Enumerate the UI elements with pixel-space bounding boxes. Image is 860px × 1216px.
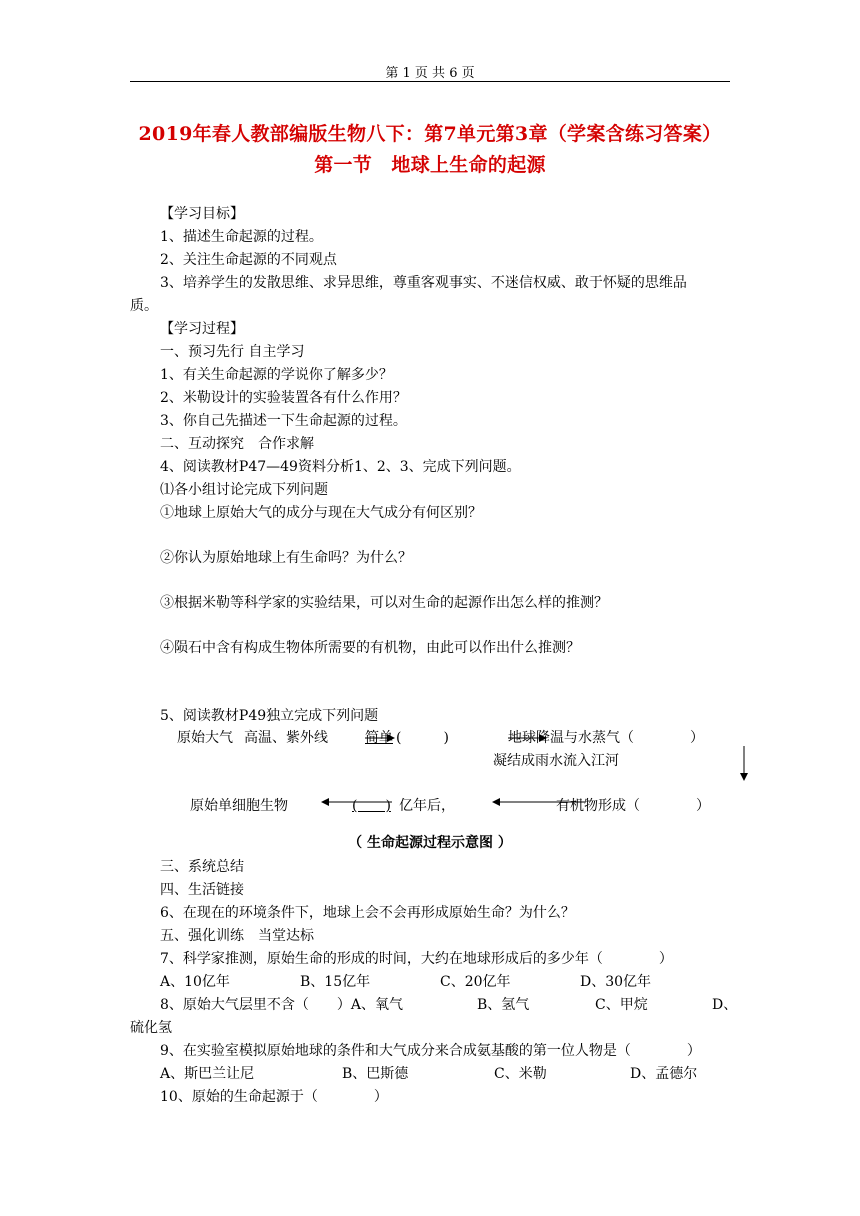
process-line: 4、阅读教材P47—49资料分析1、2、3、完成下列问题。 <box>160 459 521 475</box>
q8-option-d-text: 硫化氢 <box>130 1020 172 1036</box>
process-line: 二、互动探究 合作求解 <box>160 436 314 452</box>
summary-line: 三、系统总结 <box>160 859 244 875</box>
discussion-question: ③根据米勒等科学家的实验结果，可以对生命的起源作出怎么样的推测？ <box>160 595 608 611</box>
objective-item: 3、培养学生的发散思维、求异思维，尊重客观事实、不迷信权威、敢于怀疑的思维品 <box>160 275 687 291</box>
diagram-years: 亿年后， <box>399 798 455 814</box>
document-title: 2019年春人教部编版生物八下：第7单元第3章（学案含练习答案） <box>138 123 722 145</box>
q8-option-d: D、 <box>712 997 738 1013</box>
question-8: 8、原始大气层里不含（ ）A、氧气 <box>160 997 404 1013</box>
diagram-blank: ( ) <box>352 798 391 814</box>
diagram-blank: ( ) <box>396 730 449 746</box>
question-9: 9、在实验室模拟原始地球的条件和大气成分来合成氨基酸的第一位人物是（ ） <box>160 1043 701 1059</box>
diagram-node-simple: 简单 <box>365 730 393 746</box>
q9-option-a: A、斯巴兰让尼 <box>160 1066 255 1082</box>
diagram-node-organic: 有机物形成（ ） <box>556 798 710 814</box>
summary-line: 6、在现在的环境条件下，地球上会不会再形成原始生命？为什么？ <box>160 905 575 921</box>
objectives-heading: 【学习目标】 <box>160 206 244 222</box>
diagram-node-cell: 原始单细胞生物 <box>190 798 288 814</box>
objective-item: 2、关注生命起源的不同观点 <box>160 252 337 268</box>
q7-option-c: C、20亿年 <box>440 974 511 990</box>
summary-line: 四、生活链接 <box>160 882 244 898</box>
diagram-caption: （ 生命起源过程示意图 ） <box>348 835 512 851</box>
process-line: 3、你自己先描述一下生命起源的过程。 <box>160 413 407 429</box>
diagram-node-rain: 凝结成雨水流入江河 <box>493 753 619 769</box>
summary-line: 五、强化训练 当堂达标 <box>160 928 314 944</box>
process-line: 1、有关生命起源的学说你了解多少？ <box>160 367 393 383</box>
process-line: 2、米勒设计的实验装置各有什么作用？ <box>160 390 407 406</box>
diagram-condition: 高温、紫外线 <box>244 730 328 746</box>
process-line: 一、预习先行 自主学习 <box>160 344 305 360</box>
discussion-question: ②你认为原始地球上有生命吗？为什么？ <box>160 550 412 566</box>
q7-option-d: D、30亿年 <box>580 974 652 990</box>
objective-item: 1、描述生命起源的过程。 <box>160 229 323 245</box>
q8-option-b: B、氢气 <box>477 997 530 1013</box>
question-10: 10、原始的生命起源于（ ） <box>160 1089 388 1105</box>
q7-option-a: A、10亿年 <box>160 974 230 990</box>
process-line: ⑴各小组讨论完成下列问题 <box>160 482 328 498</box>
q9-option-b: B、巴斯德 <box>342 1066 409 1082</box>
q8-option-c: C、甲烷 <box>595 997 648 1013</box>
diagram-node-cooling: 地球降温与水蒸气（ ） <box>508 730 704 746</box>
q7-option-b: B、15亿年 <box>300 974 371 990</box>
q9-option-d: D、孟德尔 <box>630 1066 698 1082</box>
objective-item: 质。 <box>130 298 158 314</box>
page-number-header: 第 1 页 共 6 页 <box>385 66 475 81</box>
q9-option-c: C、米勒 <box>494 1066 547 1082</box>
question-7: 7、科学家推测，原始生命的形成的时间，大约在地球形成后的多少年（ ） <box>160 951 673 967</box>
diagram-node-atmosphere: 原始大气 <box>177 730 233 746</box>
question-5: 5、阅读教材P49独立完成下列问题 <box>160 708 379 724</box>
discussion-question: ①地球上原始大气的成分与现在大气成分有何区别？ <box>160 505 482 521</box>
discussion-question: ④陨石中含有构成生物体所需要的有机物，由此可以作出什么推测？ <box>160 640 580 656</box>
section-title: 第一节 地球上生命的起源 <box>314 154 546 176</box>
process-heading: 【学习过程】 <box>160 321 244 337</box>
